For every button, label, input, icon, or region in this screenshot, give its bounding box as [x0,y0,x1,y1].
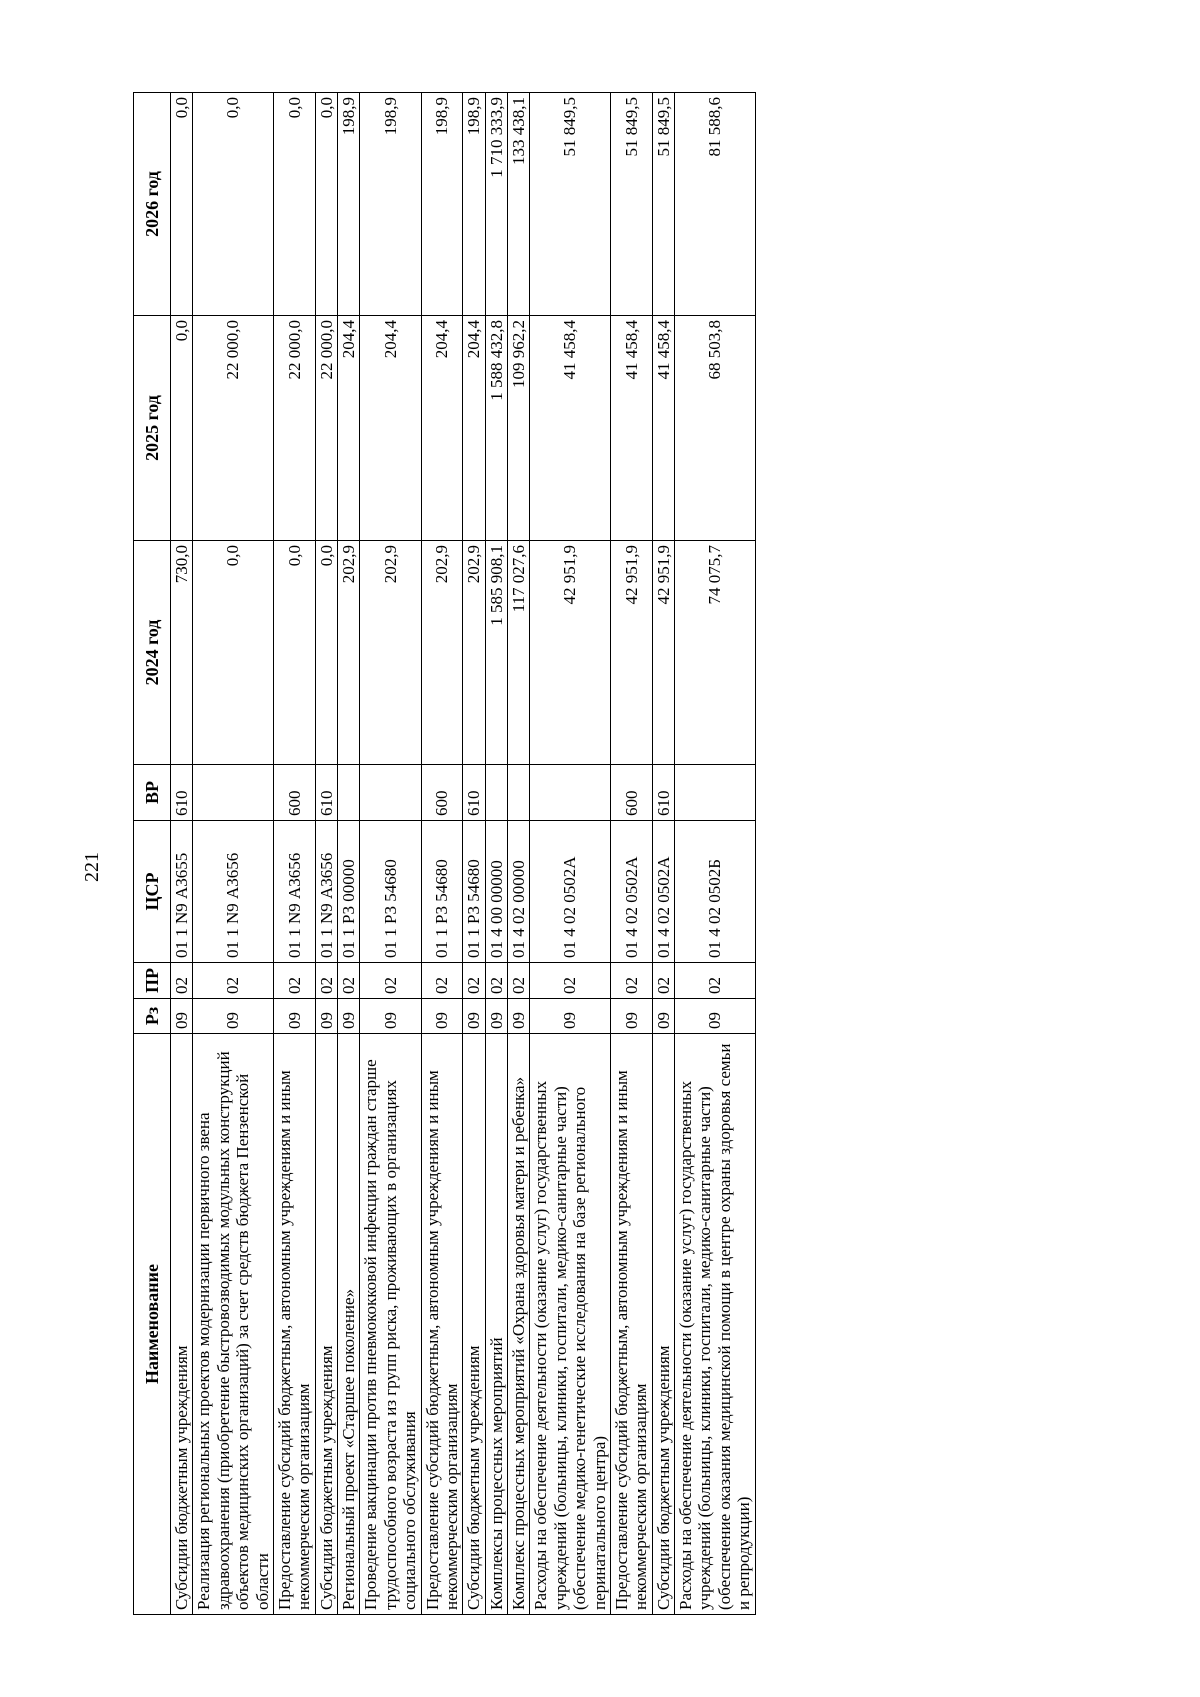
header-csr: ЦСР [134,821,171,963]
table-header-row [134,93,171,1615]
cell-2026: 0,0 [193,93,274,316]
cell-name: Комплексы процессных мероприятий [485,1034,507,1615]
cell-name: Проведение вакцинации против пневмококковой инфекции граждан старше трудоспособного возраста из групп риска, проживающих в организациях социального обслуживания [360,1034,421,1615]
header-rz: Рз [134,999,171,1034]
cell-csr: 01 1 Р3 54680 [421,821,463,963]
cell-2024: 42 951,9 [610,541,652,765]
cell-rz: 09 [273,999,315,1034]
cell-vr: 600 [273,765,315,821]
cell-2026: 198,9 [338,93,360,316]
cell-name: Комплекс процессных мероприятий «Охрана здоровья матери и ребенка» [508,1034,530,1615]
cell-vr: 610 [315,765,337,821]
cell-pr: 02 [463,963,485,999]
cell-2026: 81 588,6 [675,93,756,316]
cell-vr: 600 [421,765,463,821]
cell-csr: 01 4 02 00000 [508,821,530,963]
cell-2024: 42 951,9 [652,541,674,765]
cell-2026: 133 438,1 [508,93,530,316]
cell-csr: 01 4 02 0502Б [675,821,756,963]
cell-2025: 41 458,4 [610,316,652,541]
cell-2024: 42 951,9 [530,541,611,765]
cell-2025: 204,4 [338,316,360,541]
cell-vr [508,765,530,821]
cell-name: Расходы на обеспечение деятельности (оказание услуг) государственных учреждений (больницы, клиники, госпитали, медико-санитарные части) (обеспечение оказания медицинской помощи в центре охраны здоровья семьи и репродукции) [675,1034,756,1615]
table-row [463,93,485,1615]
cell-2024: 74 075,7 [675,541,756,765]
cell-csr: 01 1 Р3 54680 [360,821,421,963]
table-row [508,93,530,1615]
cell-name: Субсидии бюджетным учреждениям [315,1034,337,1615]
cell-csr: 01 4 00 00000 [485,821,507,963]
cell-pr: 02 [338,963,360,999]
cell-name: Предоставление субсидий бюджетным, автономным учреждениям и иным некоммерческим организациям [421,1034,463,1615]
cell-2024: 117 027,6 [508,541,530,765]
header-2024: 2024 год [134,541,171,765]
cell-2026: 51 849,5 [610,93,652,316]
table-row [421,93,463,1615]
cell-2025: 109 962,2 [508,316,530,541]
cell-vr: 610 [463,765,485,821]
cell-rz: 09 [193,999,274,1034]
cell-2025: 204,4 [360,316,421,541]
table-row [315,93,337,1615]
cell-pr: 02 [652,963,674,999]
cell-rz: 09 [530,999,611,1034]
cell-2025: 22 000,0 [315,316,337,541]
table-row [652,93,674,1615]
cell-pr: 02 [675,963,756,999]
cell-rz: 09 [652,999,674,1034]
cell-csr: 01 4 02 0502А [610,821,652,963]
cell-pr: 02 [273,963,315,999]
cell-pr: 02 [530,963,611,999]
cell-2026: 0,0 [315,93,337,316]
cell-name: Расходы на обеспечение деятельности (оказание услуг) государственных учреждений (больницы, клиники, госпитали, медико-санитарные части) (обеспечение медико-генетические исследования на базе регионального перинатального центра) [530,1034,611,1615]
cell-2024: 1 585 908,1 [485,541,507,765]
cell-2025: 204,4 [463,316,485,541]
budget-table [133,92,756,1615]
page-number: 221 [81,852,103,882]
cell-vr [360,765,421,821]
cell-2026: 1 710 333,9 [485,93,507,316]
cell-csr: 01 1 N9 А3656 [315,821,337,963]
cell-2026: 198,9 [360,93,421,316]
cell-rz: 09 [610,999,652,1034]
cell-csr: 01 1 N9 А3656 [273,821,315,963]
cell-name: Реализация региональных проектов модернизации первичного звена здравоохранения (приобретение быстровозводимых модульных конструкций объектов медицинских организаций) за счет средств бюджета Пензенской области [193,1034,274,1615]
cell-name: Субсидии бюджетным учреждениям [463,1034,485,1615]
cell-2025: 41 458,4 [530,316,611,541]
cell-vr: 600 [610,765,652,821]
header-name: Наименование [134,1034,171,1615]
table-row [610,93,652,1615]
cell-2025: 0,0 [171,316,193,541]
cell-csr: 01 4 02 0502А [652,821,674,963]
cell-rz: 09 [315,999,337,1034]
cell-pr: 02 [508,963,530,999]
cell-pr: 02 [360,963,421,999]
cell-pr: 02 [485,963,507,999]
cell-2024: 202,9 [360,541,421,765]
cell-pr: 02 [421,963,463,999]
header-vr: ВР [134,765,171,821]
cell-csr: 01 1 N9 А3656 [193,821,274,963]
cell-2026: 51 849,5 [530,93,611,316]
cell-name: Предоставление субсидий бюджетным, автономным учреждениям и иным некоммерческим организациям [610,1034,652,1615]
cell-vr [485,765,507,821]
cell-2026: 198,9 [463,93,485,316]
cell-csr: 01 4 02 0502А [530,821,611,963]
table-row [675,93,756,1615]
table-row [273,93,315,1615]
rotated-table-area [133,93,754,1615]
cell-csr: 01 1 Р3 54680 [463,821,485,963]
table-row [485,93,507,1615]
cell-2026: 0,0 [171,93,193,316]
cell-vr [530,765,611,821]
table-row [171,93,193,1615]
cell-name: Предоставление субсидий бюджетным, автономным учреждениям и иным некоммерческим организациям [273,1034,315,1615]
table-row [360,93,421,1615]
cell-name: Субсидии бюджетным учреждениям [171,1034,193,1615]
rotated-table-wrapper [133,93,754,1615]
cell-pr: 02 [610,963,652,999]
table-body [171,93,756,1615]
cell-2024: 202,9 [338,541,360,765]
cell-2024: 202,9 [463,541,485,765]
header-2026: 2026 год [134,93,171,316]
cell-rz: 09 [421,999,463,1034]
header-pr: ПР [134,963,171,999]
cell-name: Субсидии бюджетным учреждениям [652,1034,674,1615]
cell-pr: 02 [193,963,274,999]
cell-vr: 610 [652,765,674,821]
cell-2025: 1 588 432,8 [485,316,507,541]
cell-vr: 610 [171,765,193,821]
cell-2024: 0,0 [193,541,274,765]
cell-pr: 02 [171,963,193,999]
cell-2026: 51 849,5 [652,93,674,316]
cell-2025: 22 000,0 [273,316,315,541]
cell-vr [338,765,360,821]
cell-2026: 198,9 [421,93,463,316]
cell-rz: 09 [675,999,756,1034]
cell-name: Региональный проект «Старшее поколение» [338,1034,360,1615]
cell-rz: 09 [360,999,421,1034]
cell-2024: 0,0 [315,541,337,765]
cell-2024: 202,9 [421,541,463,765]
cell-2026: 0,0 [273,93,315,316]
table-row [338,93,360,1615]
cell-2025: 41 458,4 [652,316,674,541]
header-2025: 2025 год [134,316,171,541]
cell-vr [675,765,756,821]
cell-2024: 730,0 [171,541,193,765]
cell-rz: 09 [463,999,485,1034]
table-row [193,93,274,1615]
cell-pr: 02 [315,963,337,999]
cell-rz: 09 [338,999,360,1034]
table-row [530,93,611,1615]
cell-2024: 0,0 [273,541,315,765]
cell-csr: 01 1 N9 А3655 [171,821,193,963]
cell-rz: 09 [171,999,193,1034]
cell-rz: 09 [485,999,507,1034]
cell-2025: 22 000,0 [193,316,274,541]
cell-2025: 204,4 [421,316,463,541]
cell-vr [193,765,274,821]
cell-csr: 01 1 Р3 00000 [338,821,360,963]
cell-2025: 68 503,8 [675,316,756,541]
cell-rz: 09 [508,999,530,1034]
